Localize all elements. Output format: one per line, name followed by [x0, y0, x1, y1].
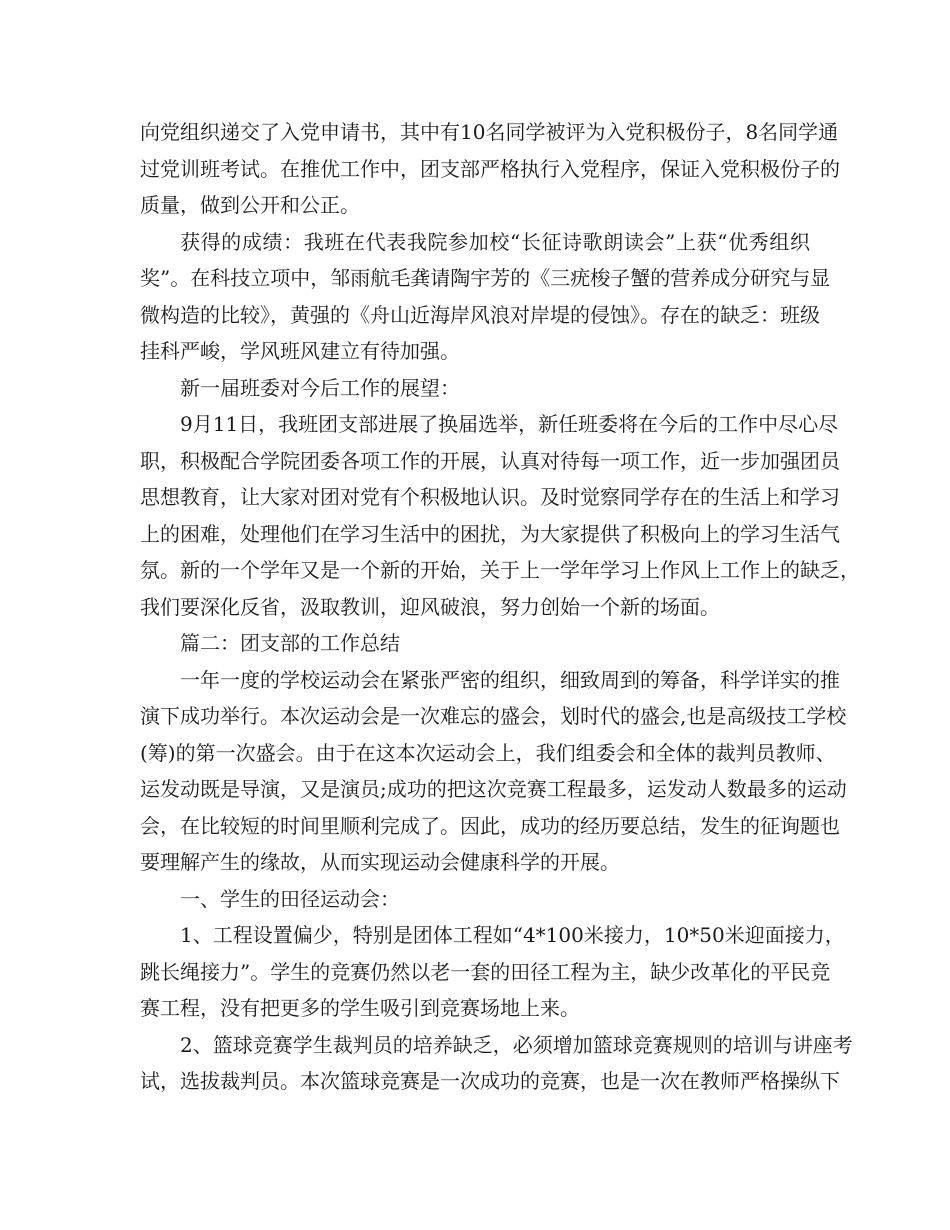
text-line: 演下成功举行。本次运动会是一次难忘的盛会，划时代的盛会,也是高级技工学校 — [140, 704, 847, 728]
text-line: (筹)的第一次盛会。由于在这本次运动会上，我们组委会和全体的裁判员教师、 — [140, 740, 836, 765]
text-line: 上的困难，处理他们在学习生活中的困扰，为大家提供了积极向上的学习生活气 — [140, 521, 840, 546]
text-line: 我们要深化反省，汲取教训，迎风破浪，努力创始一个新的场面。 — [140, 594, 720, 619]
text-line: 获得的成绩：我班在代表我院参加校“长征诗歌朗读会”上获“优秀组织 — [180, 229, 810, 254]
document-body — [140, 114, 860, 1100]
text-line: 试，选拔裁判员。本次篮球竞赛是一次成功的竞赛，也是一次在教师严格操纵下 — [140, 1069, 840, 1093]
text-line: 1、工程设置偏少，特别是团体工程如“4*100米接力，10*50米迎面接力， — [180, 923, 845, 947]
text-line: 向党组织递交了入党申请书，其中有10名同学被评为入党积极份子，8名同学通 — [140, 120, 839, 144]
text-line: 思想教育，让大家对团对党有个积极地认识。及时觉察同学存在的生活上和学习 — [140, 485, 840, 509]
text-line: 跳长绳接力”。学生的竞赛仍然以老一套的田径工程为主，缺少改革化的平民竞 — [140, 959, 831, 984]
text-line: 一、学生的田径运动会： — [180, 886, 400, 911]
text-line: 过党训班考试。在推优工作中，团支部严格执行入党程序，保证入党积极份子的 — [140, 156, 840, 181]
text-line: 新一届班委对今后工作的展望： — [180, 375, 460, 400]
text-line: 职，积极配合学院团委各项工作的开展，认真对待每一项工作，近一步加强团员 — [140, 448, 840, 473]
text-line: 2、篮球竞赛学生裁判员的培养缺乏，必须增加篮球竞赛规则的培训与讲座考 — [180, 1032, 853, 1057]
text-line: 一年一度的学校运动会在紧张严密的组织，细致周到的筹备，科学详实的推 — [180, 667, 840, 692]
text-line: 奖”。在科技立项中，邹雨航毛龚请陶宇芳的《三疣梭子蟹的营养成分研究与显 — [140, 266, 831, 290]
text-line: 赛工程，没有把更多的学生吸引到竞赛场地上来。 — [140, 996, 580, 1020]
text-line: 微构造的比较》，黄强的《舟山近海岸风浪对岸堤的侵蚀》。存在的缺乏：班级 — [140, 302, 820, 327]
text-line: 会，在比较短的时间里顺利完成了。因此，成功的经历要总结，发生的征询题也 — [140, 813, 840, 838]
text-line: 篇二：团支部的工作总结 — [180, 631, 400, 655]
text-line: 挂科严峻，学风班风建立有待加强。 — [140, 339, 460, 363]
text-line: 氛。新的一个学年又是一个新的开始，关于上一学年学习上作风上工作上的缺乏， — [140, 558, 860, 582]
text-line: 运发动既是导演，又是演员;成功的把这次竞赛工程最多，运发动人数最多的运动 — [140, 777, 847, 801]
text-line: 9月11日，我班团支部进展了换届选举，新任班委将在今后的工作中尽心尽 — [180, 412, 839, 436]
text-line: 质量，做到公开和公正。 — [140, 193, 360, 217]
text-line: 要理解产生的缘故，从而实现运动会健康科学的开展。 — [140, 850, 620, 874]
